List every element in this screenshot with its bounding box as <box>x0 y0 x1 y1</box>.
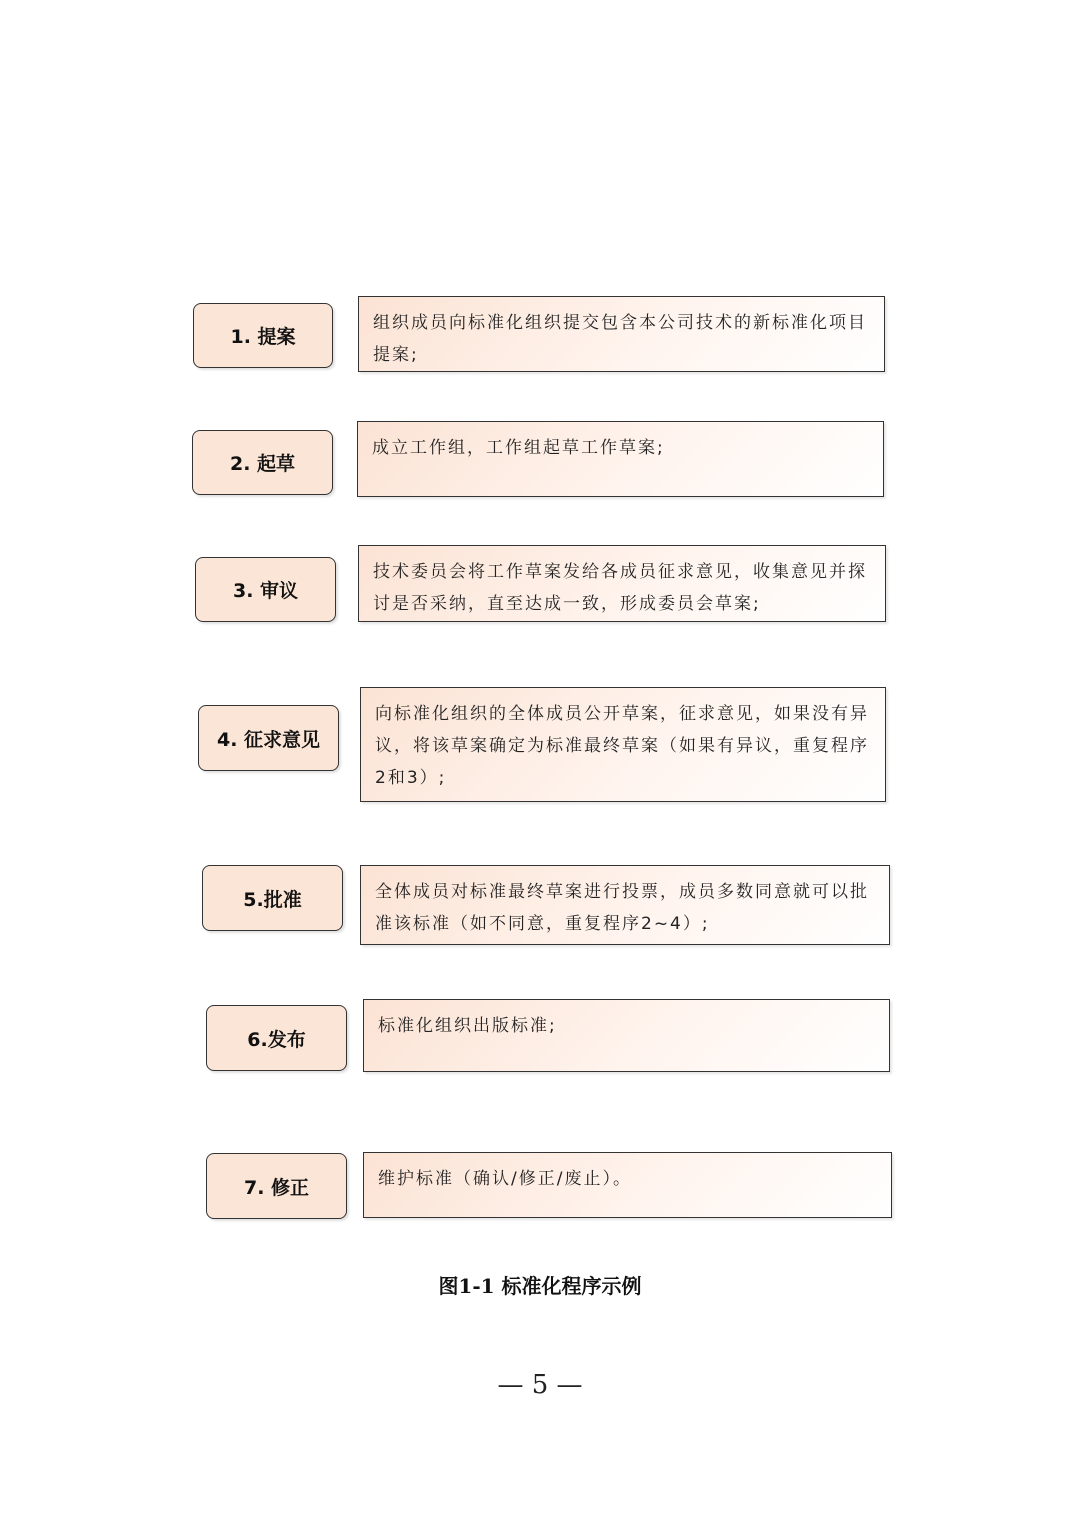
figure-caption: 图1-1 标准化程序示例 <box>438 1274 642 1298</box>
step-6-description: 标准化组织出版标准; <box>363 999 890 1072</box>
step-1-description: 组织成员向标准化组织提交包含本公司技术的新标准化项目提案; <box>358 296 885 372</box>
step-5-label: 5.批准 <box>202 865 343 931</box>
step-4-description: 向标准化组织的全体成员公开草案，征求意见，如果没有异议，将该草案确定为标准最终草案（如果有异议，重复程序2和3）; <box>360 687 886 802</box>
step-2-label: 2. 起草 <box>192 430 333 495</box>
step-2-description: 成立工作组，工作组起草工作草案; <box>357 421 884 497</box>
step-1-label: 1. 提案 <box>193 303 333 368</box>
step-7-description: 维护标准（确认/修正/废止）。 <box>363 1152 892 1218</box>
step-3-label: 3. 审议 <box>195 557 336 622</box>
page-number: — 5 — <box>497 1370 583 1400</box>
step-7-label: 7. 修正 <box>206 1153 347 1219</box>
step-6-label: 6.发布 <box>206 1005 347 1071</box>
step-4-label: 4. 征求意见 <box>198 705 339 771</box>
step-3-description: 技术委员会将工作草案发给各成员征求意见，收集意见并探讨是否采纳，直至达成一致，形成委员会草案; <box>358 545 886 622</box>
step-5-description: 全体成员对标准最终草案进行投票，成员多数同意就可以批准该标准（如不同意，重复程序2~4）; <box>360 865 890 945</box>
